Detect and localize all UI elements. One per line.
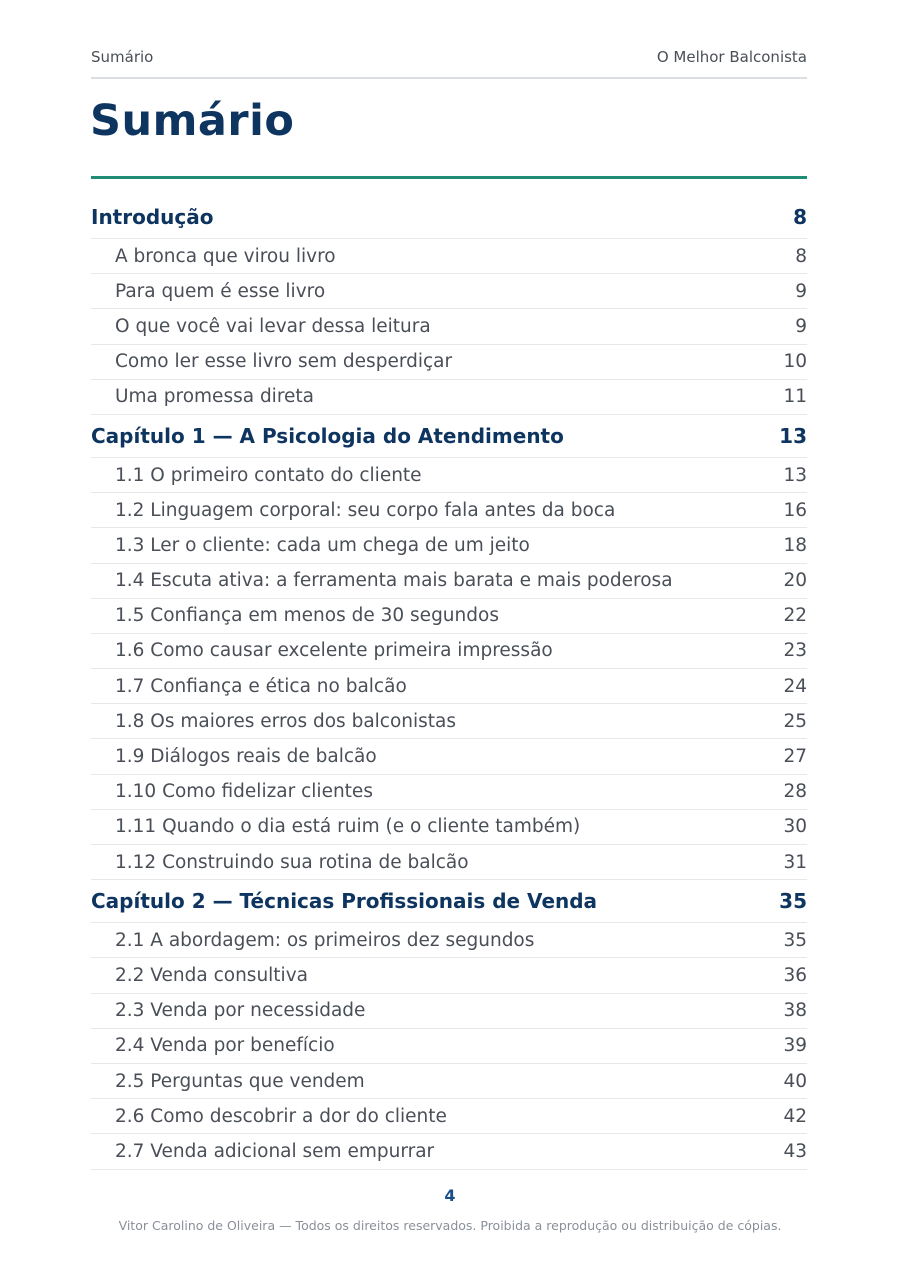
running-header-right: O Melhor Balconista [656,48,807,66]
toc-entry-label: 1.9 Diálogos reais de balcão [115,746,377,768]
page-title: Sumário [90,96,295,146]
toc-section-entry[interactable] [91,345,807,380]
toc-entry-label: 2.2 Venda consultiva [115,964,308,986]
toc-entry-label: 2.6 Como descobrir a dor do cliente [115,1105,447,1127]
toc-entry-label: 1.2 Linguagem corporal: seu corpo fala antes da boca [115,499,616,521]
toc-section-entry[interactable] [91,669,807,704]
toc-entry-label: 2.4 Venda por benefício [115,1035,335,1057]
toc-entry-page: 23 [783,640,807,662]
toc-section-entry[interactable] [91,958,807,993]
toc-entry-page: 35 [783,929,807,951]
toc-section-entry[interactable] [91,458,807,493]
toc-chapter-entry[interactable] [91,196,807,239]
running-header [91,48,807,79]
toc-chapter-entry[interactable] [91,880,807,923]
toc-section-entry[interactable] [91,564,807,599]
toc-section-entry[interactable] [91,810,807,845]
toc-entry-page: 25 [783,710,807,732]
toc-entry-label: 1.5 Confiança em menos de 30 segundos [115,605,499,627]
toc-entry-label: 1.4 Escuta ativa: a ferramenta mais barata e mais poderosa [115,570,673,592]
toc-entry-page: 8 [793,205,807,229]
toc-entry-page: 20 [783,570,807,592]
toc-section-entry[interactable] [91,599,807,634]
toc-section-entry[interactable] [91,845,807,880]
toc-entry-label: A bronca que virou livro [115,245,336,267]
toc-entry-page: 16 [783,499,807,521]
toc-section-entry[interactable] [91,775,807,810]
toc-section-entry[interactable] [91,1134,807,1169]
title-divider [91,176,807,179]
toc-section-entry[interactable] [91,634,807,669]
toc-entry-page: 9 [795,280,807,302]
toc-entry-label: Capítulo 2 — Técnicas Profissionais de Venda [91,889,598,914]
toc-section-entry[interactable] [91,380,807,415]
toc-entry-label: O que você vai levar dessa leitura [115,315,431,337]
toc-entry-page: 24 [783,675,807,697]
toc-entry-page: 9 [795,315,807,337]
toc-section-entry[interactable] [91,1029,807,1064]
toc-entry-label: 2.1 A abordagem: os primeiros dez segundos [115,929,535,951]
toc-section-entry[interactable] [91,923,807,958]
toc-entry-label: 2.5 Perguntas que vendem [115,1070,365,1092]
toc-entry-label: 1.8 Os maiores erros dos balconistas [115,710,457,732]
toc-entry-page: 10 [783,351,807,373]
toc-entry-label: 1.12 Construindo sua rotina de balcão [115,851,469,873]
toc-entry-page: 8 [795,245,807,267]
copyright-note: Vitor Carolino de Oliveira — Todos os direitos reservados. Proibida a reprodução ou distribuição de cópias. [118,1218,782,1233]
toc-entry-page: 31 [783,851,807,873]
toc-entry-page: 18 [783,534,807,556]
running-header-left: Sumário [91,48,154,66]
toc-entry-page: 40 [783,1070,807,1092]
toc-section-entry[interactable] [91,994,807,1029]
toc-entry-page: 13 [783,464,807,486]
toc-entry-label: 1.11 Quando o dia está ruim (e o cliente também) [115,816,581,838]
toc-section-entry[interactable] [91,739,807,774]
toc-section-entry[interactable] [91,528,807,563]
toc-entry-label: 2.3 Venda por necessidade [115,1000,366,1022]
toc-section-entry[interactable] [91,1099,807,1134]
toc-entry-page: 39 [783,1035,807,1057]
toc-entry-label: 1.6 Como causar excelente primeira impressão [115,640,553,662]
toc-chapter-entry[interactable] [91,415,807,458]
toc-entry-label: Capítulo 1 — A Psicologia do Atendimento [91,423,564,448]
toc-entry-label: 2.7 Venda adicional sem empurrar [115,1140,435,1162]
toc-entry-page: 11 [783,386,807,408]
toc-entry-label: 1.7 Confiança e ética no balcão [115,675,407,697]
toc-entry-label: 1.10 Como fidelizar clientes [115,781,373,803]
toc-entry-label: Uma promessa direta [115,386,314,408]
toc-entry-page: 35 [779,889,807,914]
toc-entry-page: 43 [783,1140,807,1162]
toc-entry-page: 27 [783,746,807,768]
toc-entry-page: 13 [779,423,807,448]
toc-entry-label: Introdução [91,205,214,229]
toc-entry-label: 1.3 Ler o cliente: cada um chega de um jeito [115,534,530,556]
toc-section-entry[interactable] [91,704,807,739]
toc-section-entry[interactable] [91,274,807,309]
toc-entry-page: 36 [783,964,807,986]
toc-entry-page: 38 [783,1000,807,1022]
page-number: 4 [444,1186,456,1205]
toc-entry-page: 42 [783,1105,807,1127]
toc-entry-label: 1.1 O primeiro contato do cliente [115,464,422,486]
table-of-contents [91,196,807,1170]
toc-section-entry[interactable] [91,1064,807,1099]
toc-section-entry[interactable] [91,309,807,344]
toc-section-entry[interactable] [91,493,807,528]
toc-entry-page: 30 [783,816,807,838]
toc-entry-page: 28 [783,781,807,803]
toc-entry-page: 22 [783,605,807,627]
toc-section-entry[interactable] [91,239,807,274]
toc-entry-label: Como ler esse livro sem desperdiçar [115,351,453,373]
toc-entry-label: Para quem é esse livro [115,280,326,302]
